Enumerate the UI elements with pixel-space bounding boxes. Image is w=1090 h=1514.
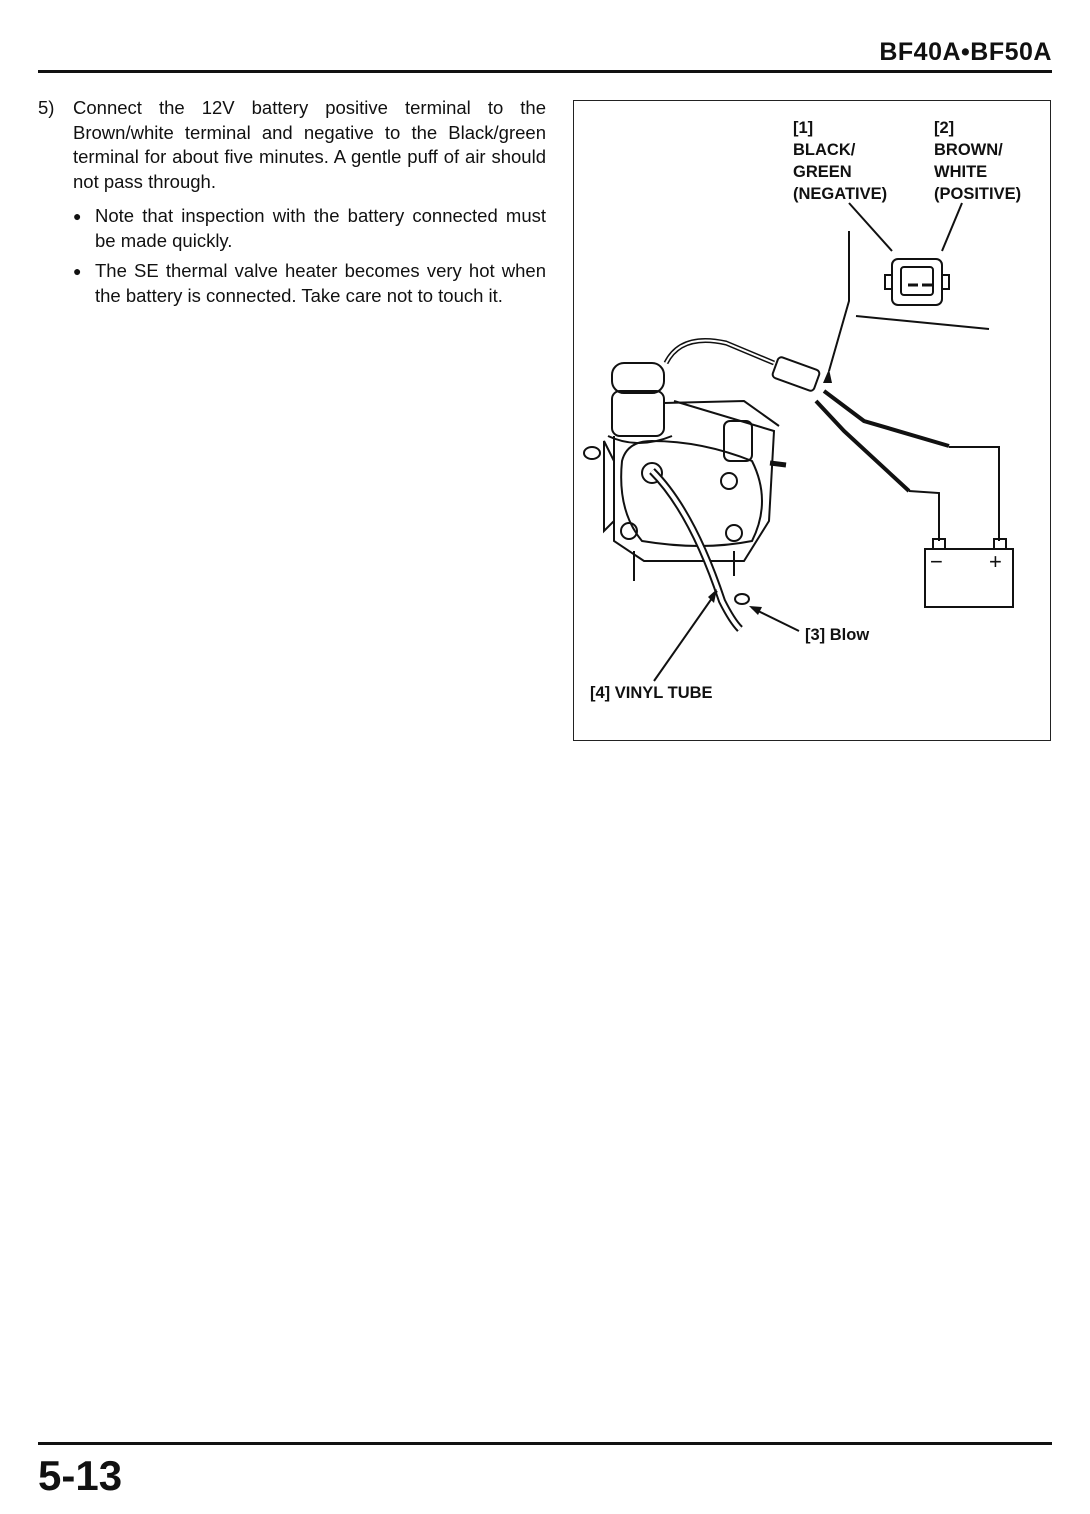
vinyl-tube [652, 471, 740, 629]
instruction-column [38, 96, 546, 314]
label-positive [934, 117, 1021, 205]
harness-connector [772, 356, 821, 392]
notes-list [73, 204, 546, 308]
label-2-line3: (POSITIVE) [934, 185, 1022, 203]
step-text: Connect the 12V battery positive terminal to the Brown/white terminal and negative to the Black/green terminal for about five minutes. A gentle puff of air should not pass through. [73, 97, 546, 192]
note-item [73, 204, 546, 253]
battery-minus-sign: − [930, 549, 943, 574]
step-number: 5) [38, 97, 55, 118]
label-2-line2: WHITE [934, 163, 988, 181]
leader-line-4 [654, 591, 717, 681]
header-rule [38, 70, 1052, 73]
bullet-icon: ● [73, 263, 82, 279]
connector-icon [892, 259, 942, 305]
carburetor-figure [573, 100, 1051, 741]
step-5 [38, 96, 546, 194]
label-1-line2: GREEN [793, 163, 852, 181]
label-negative [793, 117, 887, 205]
label-1-line3: (NEGATIVE) [793, 185, 888, 203]
bullet-icon: ● [73, 208, 82, 224]
battery-plus-sign: + [989, 549, 1002, 574]
note-text: The SE thermal valve heater becomes very hot when the battery is connected. Take care not to touch it. [95, 260, 546, 306]
page-header-title: BF40A•BF50A [879, 38, 1052, 66]
note-item [73, 259, 546, 308]
note-text: Note that inspection with the battery connected must be made quickly. [95, 205, 546, 251]
label-2-number: [2] [934, 119, 955, 137]
carb-cap [612, 363, 664, 393]
connector-callout [829, 231, 849, 371]
label-2-line1: BROWN/ [934, 141, 1003, 159]
label-1-line1: BLACK/ [793, 141, 856, 159]
page-number: 5-13 [38, 1452, 123, 1499]
leader-line-2 [942, 203, 962, 251]
leader-line-1 [849, 203, 892, 251]
harness-wire [666, 341, 774, 364]
label-vinyl-tube: [4] VINYL TUBE [590, 684, 713, 702]
footer-rule [38, 1442, 1052, 1445]
label-1-number: [1] [793, 119, 814, 137]
label-blow: [3] Blow [805, 626, 870, 644]
